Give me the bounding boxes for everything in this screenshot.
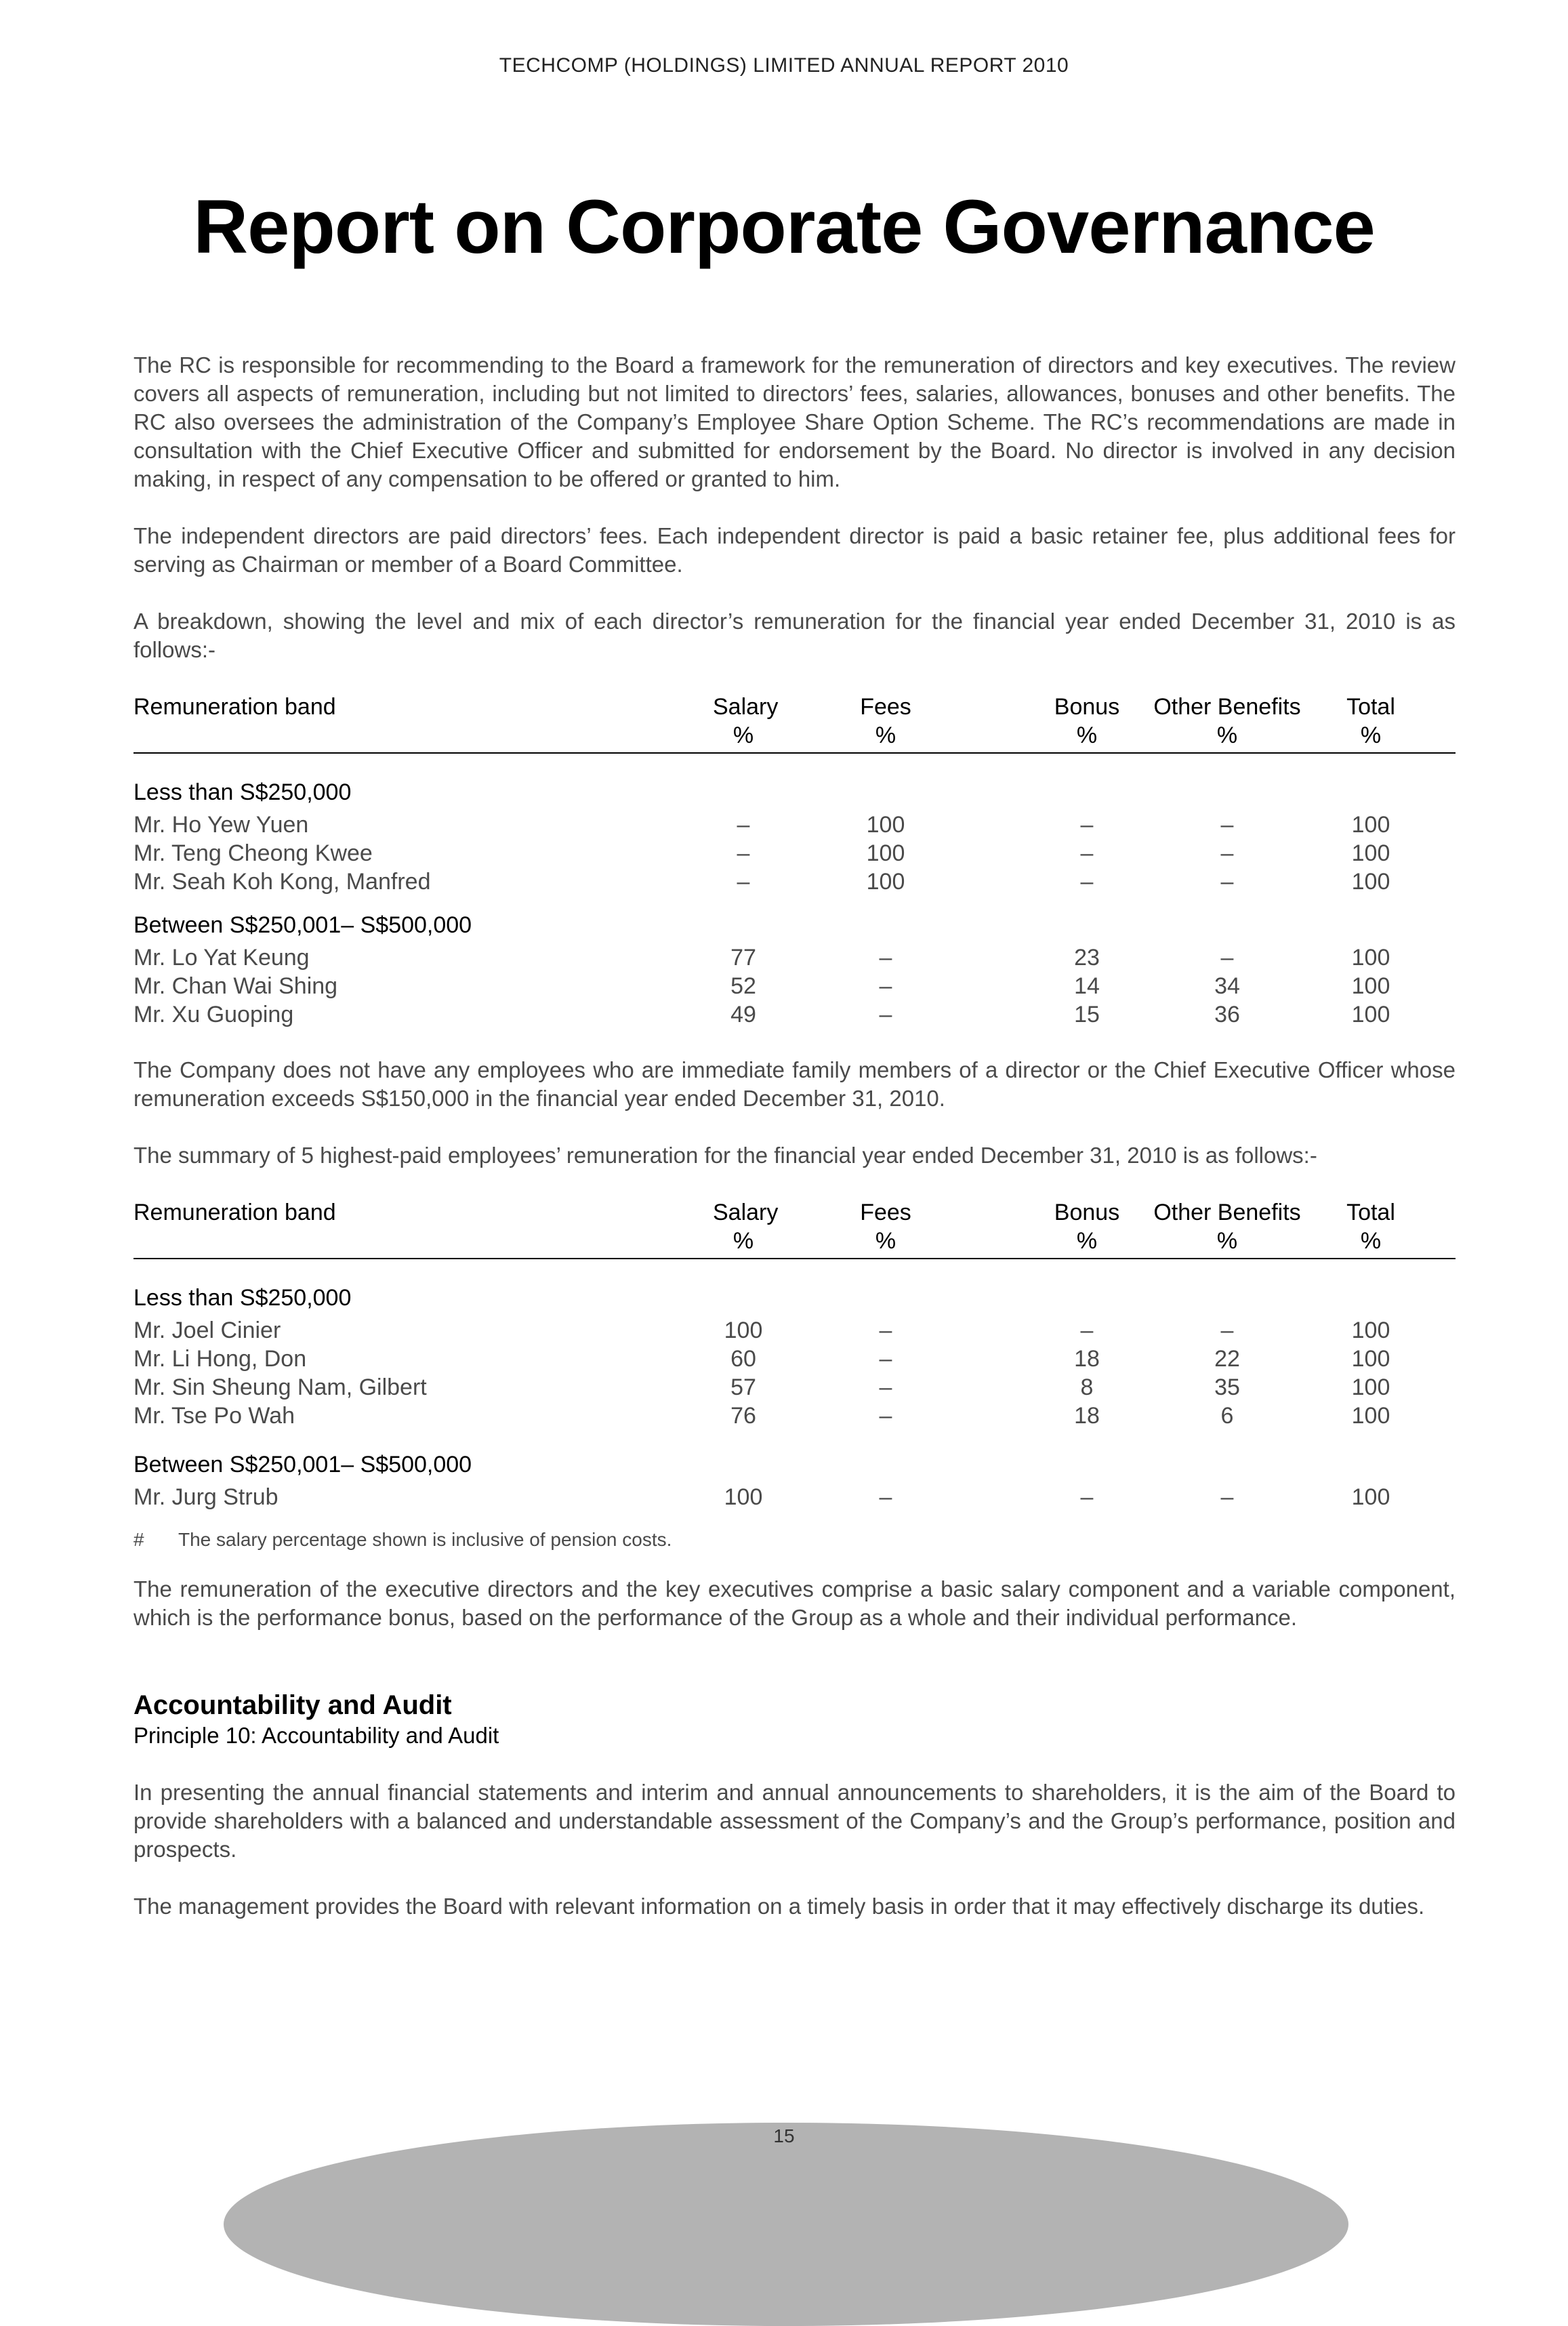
cell-value: 23	[1074, 945, 1100, 971]
salary-cell	[533, 1402, 774, 1430]
footer-decorative-shape	[224, 2123, 1348, 2326]
cell-value: –	[879, 945, 892, 971]
header-bonus: Bonus	[1054, 694, 1120, 720]
cell-value: –	[737, 869, 750, 895]
person-name: Mr. Ho Yew Yuen	[133, 812, 309, 838]
cell-value: 100	[1351, 1002, 1390, 1027]
table-row	[133, 868, 1456, 896]
total-cell	[1302, 972, 1456, 1000]
cell-value: 49	[730, 1002, 756, 1027]
cell-value: –	[879, 1374, 892, 1400]
salary-cell	[533, 1373, 774, 1402]
fees-cell	[774, 943, 943, 972]
person-name: Mr. Sin Sheung Nam, Gilbert	[133, 1374, 427, 1400]
header-fees: Fees	[860, 694, 911, 720]
cell-value: 100	[866, 840, 905, 866]
cell-value: 100	[1351, 1346, 1390, 1372]
cell-value: –	[1220, 812, 1234, 838]
fees-cell	[774, 1483, 943, 1511]
salary-cell	[533, 943, 774, 972]
table-row	[133, 1402, 1456, 1430]
group-label: Less than S$250,000	[133, 1285, 352, 1311]
section-heading: Accountability and Audit	[133, 1690, 452, 1720]
total-cell	[1302, 868, 1456, 896]
cell-value: 100	[1351, 812, 1390, 838]
bonus-cell	[943, 943, 1133, 972]
unit-bonus: %	[943, 721, 1133, 753]
cell-value: 77	[730, 945, 756, 971]
total-cell	[1302, 1483, 1456, 1511]
salary-cell	[533, 972, 774, 1000]
paragraph-top-employees-intro: The summary of 5 highest-paid employees’ remuneration for the financial year ended December 31, 2010 is as follows:-	[133, 1143, 1317, 1168]
cell-value: 22	[1214, 1346, 1240, 1372]
fees-cell	[774, 1402, 943, 1430]
total-cell	[1302, 1402, 1456, 1430]
cell-value: –	[879, 1346, 892, 1372]
bonus-cell	[943, 839, 1133, 868]
cell-value: 100	[866, 869, 905, 895]
table-row	[133, 943, 1456, 972]
cell-value: –	[1080, 1318, 1094, 1343]
table-row	[133, 1373, 1456, 1402]
cell-value: –	[879, 1484, 892, 1510]
cell-value: –	[1220, 840, 1234, 866]
other-benefits-cell	[1133, 811, 1302, 839]
other-benefits-cell	[1133, 1483, 1302, 1511]
person-name: Mr. Jurg Strub	[133, 1484, 278, 1510]
cell-value: –	[1080, 869, 1094, 895]
cell-value: 100	[1351, 1484, 1390, 1510]
cell-value: 35	[1214, 1374, 1240, 1400]
paragraph-directors-fees: The independent directors are paid directors’ fees. Each independent director is paid a basic retainer fee, plus additional fees for serving as Chairman or member of a Board Committee.	[133, 523, 1456, 577]
cell-value: –	[737, 812, 750, 838]
fees-cell	[774, 1373, 943, 1402]
header-remuneration-band: Remuneration band	[133, 694, 336, 720]
paragraph-exec-remuneration: The remuneration of the executive directors and the key executives comprise a basic salary component and a variable component, which is the performance bonus, based on the performance of the Group as a whole and their individual performance.	[133, 1576, 1456, 1630]
cell-value: –	[879, 1318, 892, 1343]
page-number: 15	[773, 2125, 795, 2146]
unit-other-benefits: %	[1133, 1227, 1302, 1259]
cell-value: –	[879, 973, 892, 999]
running-header: TECHCOMP (HOLDINGS) LIMITED ANNUAL REPORT 2010	[499, 54, 1069, 77]
cell-value: –	[1220, 1318, 1234, 1343]
page-title: Report on Corporate Governance	[193, 184, 1375, 269]
unit-other-benefits: %	[1133, 721, 1302, 753]
footnote-text: The salary percentage shown is inclusive of pension costs.	[178, 1529, 672, 1550]
header-total: Total	[1346, 694, 1395, 720]
cell-value: 34	[1214, 973, 1240, 999]
salary-cell	[533, 868, 774, 896]
unit-bonus: %	[943, 1227, 1133, 1259]
bonus-cell	[943, 1483, 1133, 1511]
cell-value: –	[1220, 869, 1234, 895]
cell-value: –	[1220, 1484, 1234, 1510]
cell-value: 36	[1214, 1002, 1240, 1027]
person-name: Mr. Xu Guoping	[133, 1002, 294, 1027]
cell-value: 15	[1074, 1002, 1100, 1027]
other-benefits-cell	[1133, 1000, 1302, 1029]
cell-value: 60	[730, 1346, 756, 1372]
fees-cell	[774, 1345, 943, 1373]
table-row	[133, 1345, 1456, 1373]
cell-value: 100	[1351, 869, 1390, 895]
main-content	[133, 351, 1456, 1949]
unit-salary: %	[533, 1227, 774, 1259]
other-benefits-cell	[1133, 1316, 1302, 1345]
total-cell	[1302, 943, 1456, 972]
other-benefits-cell	[1133, 839, 1302, 868]
unit-fees: %	[774, 721, 943, 753]
cell-value: 76	[730, 1403, 756, 1429]
person-name: Mr. Chan Wai Shing	[133, 973, 338, 999]
salary-cell	[533, 811, 774, 839]
fees-cell	[774, 868, 943, 896]
table-row	[133, 839, 1456, 868]
cell-value: 18	[1074, 1403, 1100, 1429]
group-label: Between S$250,001– S$500,000	[133, 1452, 472, 1477]
cell-value: 8	[1080, 1374, 1094, 1400]
total-cell	[1302, 1316, 1456, 1345]
table-row	[133, 1316, 1456, 1345]
cell-value: –	[1080, 1484, 1094, 1510]
bonus-cell	[943, 1373, 1133, 1402]
header-remuneration-band: Remuneration band	[133, 1200, 336, 1225]
paragraph-management-info: The management provides the Board with relevant information on a timely basis in order that it may effectively discharge its duties.	[133, 1894, 1425, 1919]
cell-value: 100	[1351, 1374, 1390, 1400]
paragraph-breakdown-intro: A breakdown, showing the level and mix of each director’s remuneration for the financial year ended December 31, 2010 is as follows:-	[133, 609, 1456, 662]
fees-cell	[774, 839, 943, 868]
bonus-cell	[943, 868, 1133, 896]
fees-cell	[774, 1316, 943, 1345]
cell-value: –	[879, 1002, 892, 1027]
unit-salary: %	[533, 721, 774, 753]
bonus-cell	[943, 1316, 1133, 1345]
cell-value: 14	[1074, 973, 1100, 999]
person-name: Mr. Seah Koh Kong, Manfred	[133, 869, 431, 895]
other-benefits-cell	[1133, 1373, 1302, 1402]
other-benefits-cell	[1133, 868, 1302, 896]
total-cell	[1302, 1373, 1456, 1402]
cell-value: 100	[1351, 973, 1390, 999]
unit-total: %	[1302, 721, 1456, 753]
paragraph-rc-responsibility: The RC is responsible for recommending to the Board a framework for the remuneration of directors and key executives. The review covers all aspects of remuneration, including but not limited to directors’ fees, salaries, allowances, bonuses and other benefits. The RC also oversees the administration of the Company’s Employee Share Option Scheme. The RC’s recommendations are made in consultation with the Chief Executive Officer and submitted for endorsement by the Board. No director is involved in any decision making, in respect of any compensation to be offered or granted to him.	[133, 352, 1456, 491]
table-row	[133, 811, 1456, 839]
total-cell	[1302, 1000, 1456, 1029]
salary-cell	[533, 1483, 774, 1511]
other-benefits-cell	[1133, 1345, 1302, 1373]
group-label: Less than S$250,000	[133, 779, 352, 805]
person-name: Mr. Tse Po Wah	[133, 1403, 295, 1429]
bonus-cell	[943, 972, 1133, 1000]
fees-cell	[774, 972, 943, 1000]
person-name: Mr. Li Hong, Don	[133, 1346, 307, 1372]
cell-value: 100	[1351, 1403, 1390, 1429]
other-benefits-cell	[1133, 1402, 1302, 1430]
directors-remuneration-table	[133, 693, 1456, 1029]
footnote-mark: #	[133, 1529, 144, 1550]
cell-value: 52	[730, 973, 756, 999]
cell-value: 100	[1351, 1318, 1390, 1343]
principle-subheading: Principle 10: Accountability and Audit	[133, 1723, 499, 1748]
unit-total: %	[1302, 1227, 1456, 1259]
bonus-cell	[943, 1345, 1133, 1373]
fees-cell	[774, 811, 943, 839]
bonus-cell	[943, 1402, 1133, 1430]
paragraph-financial-statements: In presenting the annual financial statements and interim and annual announcements to shareholders, it is the aim of the Board to provide shareholders with a balanced and understandable assessment of the Company’s and the Group’s performance, position and prospects.	[133, 1780, 1456, 1862]
cell-value: 57	[730, 1374, 756, 1400]
other-benefits-cell	[1133, 943, 1302, 972]
person-name: Mr. Teng Cheong Kwee	[133, 840, 373, 866]
header-other-benefits: Other Benefits	[1153, 1200, 1301, 1225]
cell-value: –	[879, 1403, 892, 1429]
header-salary: Salary	[713, 1200, 779, 1225]
person-name: Mr. Joel Cinier	[133, 1318, 281, 1343]
total-cell	[1302, 839, 1456, 868]
employees-remuneration-table	[133, 1198, 1456, 1511]
cell-value: 6	[1220, 1403, 1234, 1429]
other-benefits-cell	[1133, 972, 1302, 1000]
salary-cell	[533, 1345, 774, 1373]
total-cell	[1302, 811, 1456, 839]
cell-value: 100	[1351, 945, 1390, 971]
unit-fees: %	[774, 1227, 943, 1259]
cell-value: 100	[1351, 840, 1390, 866]
paragraph-family-members: The Company does not have any employees who are immediate family members of a director or the Chief Executive Officer whose remuneration exceeds S$150,000 in the financial year ended December 31, 2010.	[133, 1057, 1456, 1111]
cell-value: 100	[866, 812, 905, 838]
cell-value: –	[1220, 945, 1234, 971]
salary-cell	[533, 1316, 774, 1345]
cell-value: 100	[724, 1318, 763, 1343]
table-row	[133, 1483, 1456, 1511]
cell-value: 100	[724, 1484, 763, 1510]
group-label: Between S$250,001– S$500,000	[133, 912, 472, 938]
header-bonus: Bonus	[1054, 1200, 1120, 1225]
footnote	[133, 1528, 1456, 1552]
header-salary: Salary	[713, 694, 779, 720]
table-row	[133, 972, 1456, 1000]
header-other-benefits: Other Benefits	[1153, 694, 1301, 720]
bonus-cell	[943, 1000, 1133, 1029]
cell-value: –	[1080, 812, 1094, 838]
salary-cell	[533, 1000, 774, 1029]
cell-value: –	[1080, 840, 1094, 866]
header-fees: Fees	[860, 1200, 911, 1225]
salary-cell	[533, 839, 774, 868]
total-cell	[1302, 1345, 1456, 1373]
cell-value: 18	[1074, 1346, 1100, 1372]
cell-value: –	[737, 840, 750, 866]
table-row	[133, 1000, 1456, 1029]
header-total: Total	[1346, 1200, 1395, 1225]
fees-cell	[774, 1000, 943, 1029]
bonus-cell	[943, 811, 1133, 839]
person-name: Mr. Lo Yat Keung	[133, 945, 310, 971]
